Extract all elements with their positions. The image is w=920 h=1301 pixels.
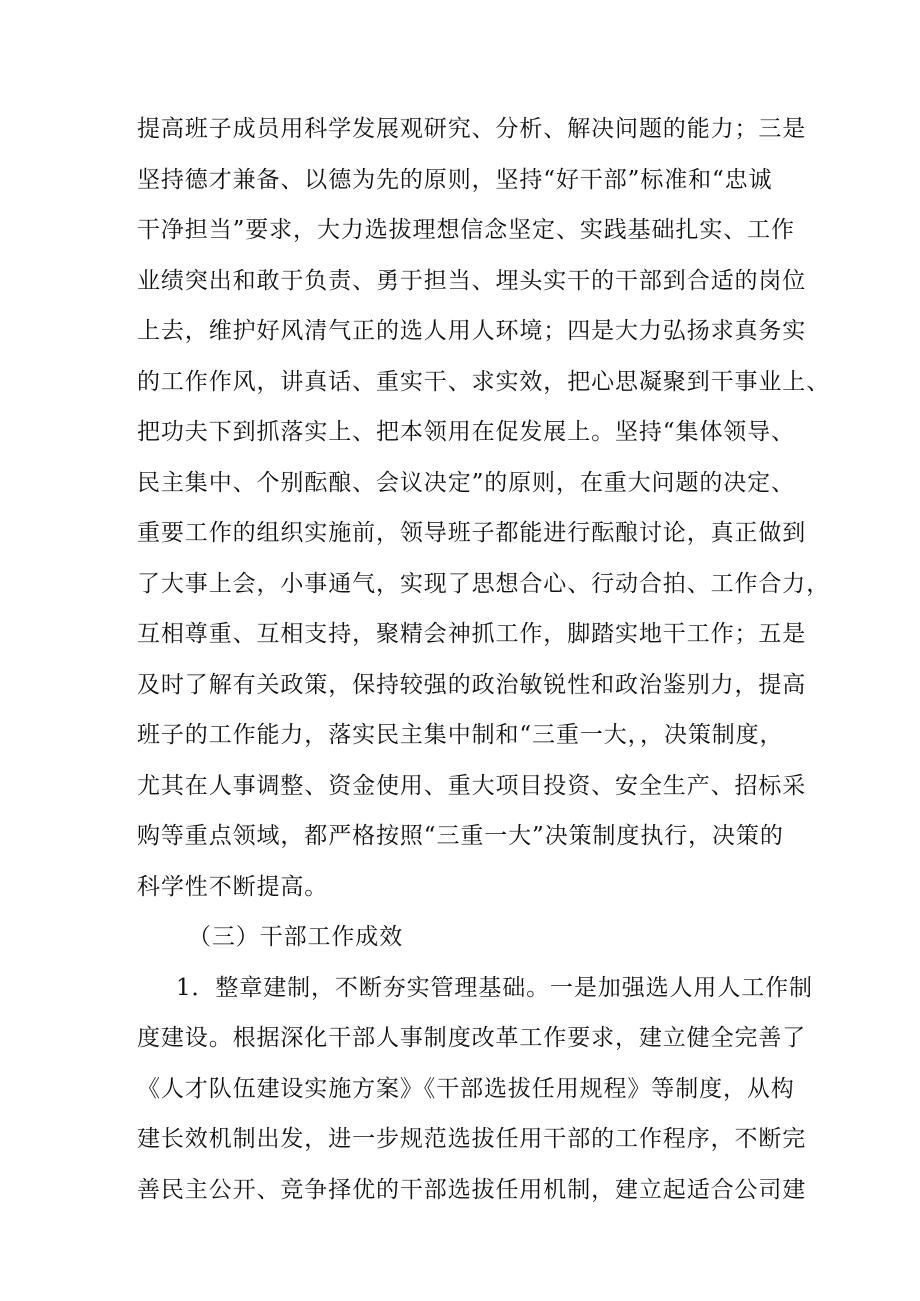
paragraph-line: 民主集中、个别酝酿、会议决定”的原则，在重大问题的决定、: [137, 470, 795, 496]
paragraph-line: 业绩突出和敢于负责、勇于担当、埋头实干的干部到合适的岗位: [137, 268, 807, 294]
paragraph-line: 及时了解有关政策，保持较强的政治敏锐性和政治鉴别力，提高: [137, 672, 807, 698]
section-heading: （三）干部工作成效: [188, 924, 404, 950]
paragraph-line: 建长效机制出发，进一步规范选拔任用干部的工作程序，不断完: [137, 1126, 807, 1152]
paragraph-line: 度建设。根据深化干部人事制度改革工作要求，建立健全完善了: [137, 1025, 807, 1051]
paragraph-line: 班子的工作能力，落实民主集中制和“三重一大，，决策制度，: [137, 722, 784, 748]
paragraph-line: 把功夫下到抓落实上、把本领用在促发展上。坚持“集体领导、: [137, 419, 795, 445]
paragraph-line: 了大事上会，小事通气，实现了思想合心、行动合拍、工作合力，: [137, 571, 831, 597]
paragraph-line: 提高班子成员用科学发展观研究、分析、解决问题的能力；三是: [137, 116, 807, 142]
paragraph-line: 重要工作的组织实施前，领导班子都能进行酝酿讨论，真正做到: [137, 520, 807, 546]
paragraph-line: 的工作作风，讲真话、重实干、求实效，把心思凝聚到干事业上、: [137, 369, 831, 395]
paragraph-line: 科学性不断提高。: [137, 874, 329, 900]
paragraph-line: 《人才队伍建设实施方案》《干部选拔任用规程》等制度，从构: [137, 1076, 795, 1102]
paragraph-line: 上去，维护好风清气正的选人用人环境；四是大力弘扬求真务实: [137, 318, 807, 344]
paragraph-line: 坚持德才兼备、以德为先的原则，坚持“好干部”标准和“忠诚: [137, 167, 773, 193]
paragraph-line: 善民主公开、竞争择优的干部选拔任用机制，建立起适合公司建: [137, 1177, 807, 1203]
paragraph-line: 尤其在人事调整、资金使用、重大项目投资、安全生产、招标采: [137, 773, 807, 799]
paragraph-line: 互相尊重、互相支持，聚精会神抓工作，脚踏实地干工作；五是: [137, 621, 807, 647]
paragraph-line: 干净担当”要求，大力选拔理想信念坚定、实践基础扎实、工作: [137, 217, 795, 243]
paragraph-line: 购等重点领域，都严格按照“三重一大”决策制度执行，决策的: [137, 823, 784, 849]
paragraph-line: 1．整章建制，不断夯实管理基础。一是加强选人用人工作制: [176, 975, 813, 1001]
